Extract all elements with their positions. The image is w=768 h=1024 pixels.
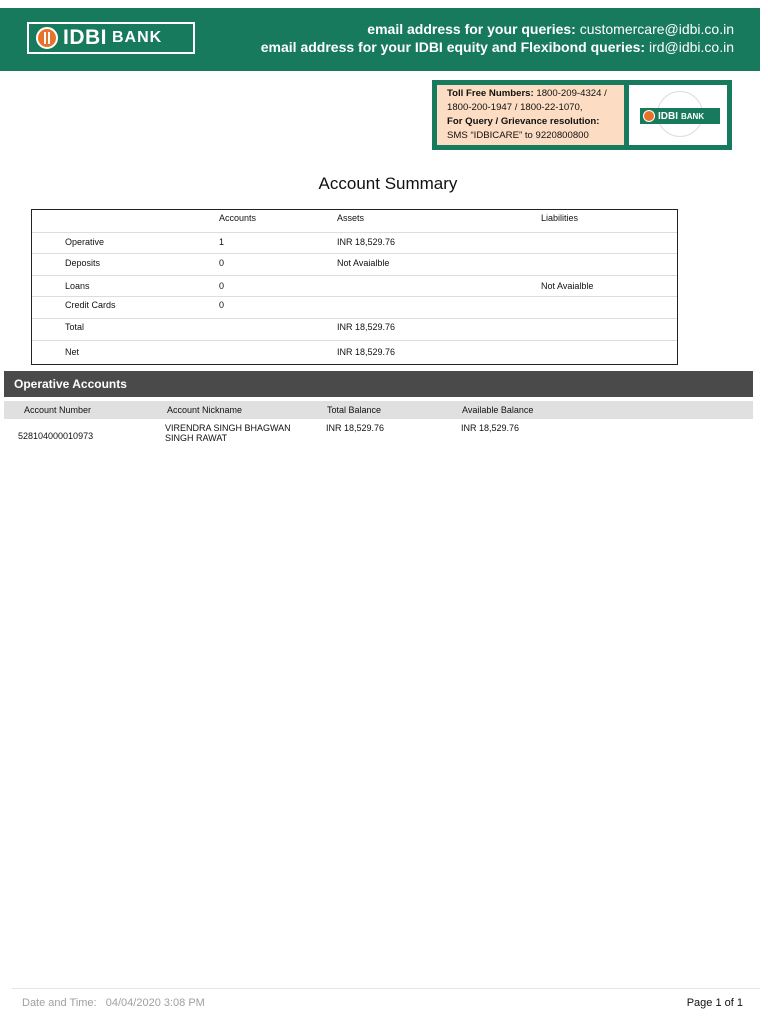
account-nickname-line1: VIRENDRA SINGH BHAGWAN	[165, 423, 291, 433]
date-value: 04/04/2020 3:08 PM	[105, 997, 205, 1009]
summary-accounts: 0	[219, 300, 225, 310]
account-nickname-line2: SINGH RAWAT	[165, 433, 228, 443]
summary-row-total	[32, 318, 677, 341]
col-available-balance: Available Balance	[462, 405, 534, 415]
col-account-nickname: Account Nickname	[167, 405, 243, 415]
logo-text: IDBI	[63, 26, 107, 49]
toll-free-numbers-1: 1800-209-4324 /	[536, 88, 607, 99]
summary-assets: INR 18,529.76	[337, 322, 396, 332]
summary-label: Total	[65, 322, 85, 332]
mini-logo-icon	[643, 110, 655, 122]
col-account-number: Account Number	[24, 405, 92, 415]
queries-email-link[interactable]: customercare@idbi.co.in	[579, 21, 734, 37]
available-balance: INR 18,529.76	[461, 423, 520, 433]
mini-logo-text: IDBI	[658, 110, 678, 122]
summary-label: Deposits	[65, 258, 101, 268]
queries-email-label: email address for your queries:	[367, 21, 576, 37]
summary-header-assets: Assets	[337, 213, 365, 223]
summary-liabilities: Not Avaialble	[541, 281, 594, 291]
summary-header-accounts: Accounts	[219, 213, 257, 223]
page-number: Page 1 of 1	[686, 997, 743, 1009]
idbi-logo-icon	[36, 27, 58, 49]
summary-label: Loans	[65, 281, 90, 291]
summary-row-credit-cards	[32, 296, 677, 319]
summary-label: Credit Cards	[65, 300, 116, 310]
summary-accounts: 0	[219, 258, 225, 268]
equity-email-line	[261, 39, 734, 55]
equity-email-link[interactable]: ird@idbi.co.in	[648, 39, 734, 55]
table-row[interactable]	[4, 421, 753, 447]
contact-info	[437, 85, 624, 145]
summary-assets: Not Avaialble	[337, 258, 390, 268]
summary-assets: INR 18,529.76	[337, 237, 396, 247]
summary-label: Operative	[65, 237, 105, 247]
summary-row-operative	[32, 232, 677, 254]
summary-accounts: 1	[219, 237, 225, 247]
equity-email-label: email address for your IDBI equity and Flexibond queries:	[260, 39, 646, 55]
logo-bank-text: BANK	[112, 29, 163, 46]
total-balance: INR 18,529.76	[326, 423, 385, 433]
col-total-balance: Total Balance	[327, 405, 382, 415]
summary-row-net	[32, 340, 677, 364]
grievance-label: For Query / Grievance resolution:	[447, 116, 600, 127]
summary-accounts: 0	[219, 281, 225, 291]
queries-email-line	[367, 21, 734, 37]
summary-row-loans	[32, 275, 677, 297]
header-banner	[0, 8, 760, 71]
sms-text: SMS “IDBICARE” to 9220800800	[447, 130, 589, 141]
footer-datetime	[22, 997, 205, 1009]
operative-columns-header	[4, 401, 753, 419]
summary-label: Net	[65, 347, 80, 357]
mini-idbi-logo	[640, 108, 720, 124]
footer-divider	[12, 988, 760, 989]
summary-header-row	[32, 210, 677, 233]
summary-assets: INR 18,529.76	[337, 347, 396, 357]
idbi-bank-logo	[27, 22, 195, 54]
account-number[interactable]: 528104000010973	[18, 431, 94, 441]
summary-header-liabilities: Liabilities	[541, 213, 579, 223]
page-title: Account Summary	[318, 174, 458, 193]
operative-accounts-header: Operative Accounts	[4, 371, 753, 397]
toll-free-label: Toll Free Numbers:	[447, 88, 534, 99]
mini-logo-bank: BANK	[681, 111, 705, 121]
date-label: Date and Time:	[22, 997, 97, 1009]
summary-row-deposits	[32, 253, 677, 276]
account-summary-table	[31, 209, 678, 365]
contact-card	[432, 80, 732, 150]
toll-free-numbers-2: 1800-200-1947 / 1800-22-1070,	[447, 102, 583, 113]
contact-card-logo	[629, 85, 727, 145]
